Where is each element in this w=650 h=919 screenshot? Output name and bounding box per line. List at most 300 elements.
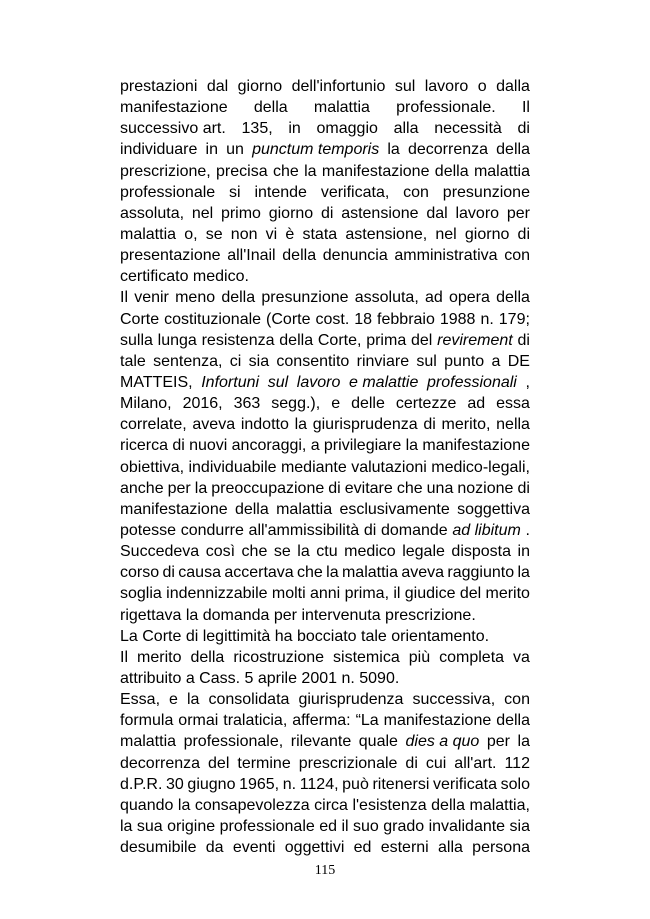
text-word: di [320, 204, 334, 222]
text-line [120, 478, 530, 499]
text-word: con [403, 183, 429, 201]
text-word: ancoraggi, [231, 437, 307, 455]
text-line [120, 710, 530, 731]
text-word: rinviare [356, 352, 410, 370]
text-word: ed [319, 817, 337, 835]
text-word: omaggio [316, 120, 378, 138]
text-word: . [525, 521, 530, 539]
text-word: evitare [344, 479, 393, 497]
text-word: dies a quo [405, 733, 480, 751]
text-word: necessità [434, 120, 502, 138]
text-word: venir [134, 289, 169, 307]
text-word: domande [380, 521, 448, 539]
text-word: vi [265, 225, 278, 243]
text-word: formula [120, 712, 174, 730]
text-word: la [405, 437, 419, 455]
text-word: Succedeva [120, 543, 200, 561]
text-word: accertava [224, 564, 294, 582]
text-word: sentenza, [153, 352, 223, 370]
text-word: (Corte [266, 310, 311, 328]
text-word: medico [344, 543, 396, 561]
text-line [120, 795, 530, 816]
text-word: sia [248, 352, 270, 370]
text-word: della [234, 500, 269, 518]
text-word: Essa, [120, 691, 161, 709]
text-word: essa [496, 395, 530, 413]
text-word: anche [120, 479, 164, 497]
text-word: Il [120, 289, 128, 307]
text-word: individuare [120, 141, 198, 159]
text-word: origine [167, 817, 216, 835]
text-word: che [396, 479, 423, 497]
text-word: verificata [432, 775, 498, 793]
text-word: termine [237, 754, 291, 772]
text-word: con [504, 247, 530, 265]
text-word: malattia [313, 99, 370, 117]
text-line [120, 668, 530, 689]
text-word: e [331, 395, 341, 413]
text-word: professionale [219, 817, 315, 835]
text-word: di [517, 120, 530, 138]
text-word: più [408, 648, 431, 666]
text-line [120, 97, 530, 118]
text-word: e malattie [349, 373, 419, 391]
text-word: cui [425, 754, 447, 772]
text-word: merito [485, 585, 530, 603]
text-word: MATTEIS, [120, 373, 193, 391]
text-word: completa [439, 648, 505, 666]
text-word: opera [448, 289, 490, 307]
text-line [120, 182, 530, 203]
text-word: all'Inail [227, 247, 276, 265]
text-word: del [459, 585, 482, 603]
text-word: giurisprudenza [312, 416, 418, 434]
text-word: la [294, 416, 308, 434]
text-line [120, 499, 530, 520]
text-word: La Corte di legittimità ha bocciato tale orientamento. [120, 627, 490, 645]
text-word: dal [206, 78, 229, 95]
text-word: decorrenza [407, 141, 489, 159]
text-word: segg.), [271, 395, 321, 413]
text-line [120, 330, 530, 351]
text-word: aveva [192, 416, 236, 434]
text-word: suo [352, 817, 379, 835]
text-word: ed [353, 839, 372, 857]
text-line [120, 562, 530, 583]
text-word: anni [309, 585, 341, 603]
text-word: ci [229, 352, 242, 370]
text-line [120, 309, 530, 330]
text-word: successivo art. [120, 120, 226, 138]
text-word: la [326, 564, 339, 582]
text-word: la [517, 733, 530, 751]
text-word: solo [500, 775, 530, 793]
text-word: la [120, 817, 133, 835]
text-word: punctum temporis [252, 141, 380, 159]
text-word: professionali [427, 373, 517, 391]
text-word: per [506, 204, 530, 222]
text-word: certezze [395, 395, 457, 413]
text-word: in [517, 543, 530, 561]
text-word: ad [424, 289, 443, 307]
text-word: sul [416, 352, 437, 370]
text-word: giorno [237, 78, 283, 95]
text-word: consentito [276, 352, 350, 370]
text-word: ricerca [120, 437, 169, 455]
text-word: sul [267, 373, 289, 391]
text-word: della [190, 648, 225, 666]
text-word: sia [509, 817, 530, 835]
text-word: disposta [451, 543, 512, 561]
text-word: Corte, [317, 331, 362, 349]
text-line [120, 393, 530, 414]
text-word: di [517, 479, 530, 497]
text-word: merito, [441, 416, 491, 434]
text-word: Corte [120, 310, 160, 328]
text-word: circa [314, 796, 348, 814]
text-word: all'art. [454, 754, 497, 772]
text-word: 1965, [239, 775, 280, 793]
text-word: denuncia [322, 247, 388, 265]
text-word: 18 [354, 310, 373, 328]
text-word: febbraio [377, 310, 435, 328]
text-word: Milano, [120, 395, 172, 413]
text-word: verificata, [320, 183, 390, 201]
text-line [120, 414, 530, 435]
text-word: sulla [120, 331, 153, 349]
text-line [120, 118, 530, 139]
text-word: preoccupazione [211, 479, 325, 497]
text-word: manifestazione [422, 437, 530, 455]
text-word: n. [480, 310, 494, 328]
text-word: 135, [241, 120, 273, 138]
text-word: nel [435, 225, 457, 243]
text-word: un [226, 141, 244, 159]
text-word: di [328, 479, 341, 497]
text-word: giorno [268, 204, 314, 222]
text-word: di [363, 521, 377, 539]
text-word: in [205, 141, 218, 159]
text-word: nuovi [189, 437, 228, 455]
text-word: esterni [380, 839, 429, 857]
text-word: professionale, [183, 733, 284, 751]
text-word: esclusivamente [339, 500, 450, 518]
text-word: , [525, 373, 530, 391]
text-word: cost. [315, 310, 350, 328]
text-word: medico-legali, [431, 458, 530, 476]
text-word: lavoro [296, 373, 341, 391]
text-word: o, [184, 225, 198, 243]
text-word: l'esistenza [352, 796, 427, 814]
text-word: DE [507, 352, 530, 370]
text-word: presunzione [261, 289, 349, 307]
text-word: va [513, 648, 530, 666]
text-word: la [186, 691, 200, 709]
text-word: astensione [341, 204, 419, 222]
text-word: individuabile [188, 458, 277, 476]
text-word: manifestazione [321, 162, 430, 180]
text-word: attribuito a Cass. 5 aprile 2001 n. 5090. [120, 669, 400, 687]
text-word: stata [302, 225, 338, 243]
text-line [120, 605, 530, 626]
text-word: della [496, 712, 530, 730]
text-word: per [486, 733, 510, 751]
text-word: alla [438, 839, 463, 857]
text-line [120, 139, 530, 160]
text-word: della [221, 289, 256, 307]
text-word: consolidata [208, 691, 290, 709]
text-word: il [393, 585, 401, 603]
text-line [120, 224, 530, 245]
text-word: mediante [280, 458, 347, 476]
text-line [120, 816, 530, 837]
text-word: la [517, 564, 530, 582]
text-word: all'ammissibilità [248, 521, 360, 539]
text-word: alla [393, 120, 419, 138]
text-word: costituzionale [164, 310, 262, 328]
text-word: obiettiva, [120, 458, 185, 476]
text-word: presunzione [442, 183, 530, 201]
text-word: quale [358, 733, 398, 751]
text-word: della [496, 289, 530, 307]
text-word: la [194, 479, 208, 497]
text-line [120, 203, 530, 224]
text-line [120, 287, 530, 308]
text-word: tale [120, 352, 146, 370]
text-word: della [282, 247, 317, 265]
text-word: indotto [240, 416, 289, 434]
text-word: dal [426, 204, 448, 222]
text-word: così [205, 543, 236, 561]
text-word: giudice [404, 585, 456, 603]
text-word: della [434, 162, 469, 180]
text-word: prima [366, 331, 407, 349]
text-word: intende [254, 183, 307, 201]
text-word: di [172, 437, 185, 455]
text-word: una [426, 479, 454, 497]
text-word: ad [467, 395, 486, 413]
text-word: prescrizione, [120, 162, 211, 180]
text-word: afferma: [292, 712, 351, 730]
text-word: nozione [457, 479, 514, 497]
text-word: 2016, [182, 395, 223, 413]
text-word: n. [282, 775, 297, 793]
text-word: causa [178, 564, 221, 582]
text-word: eventi [232, 839, 276, 857]
text-word: 179; [498, 310, 530, 328]
text-word: che [297, 564, 323, 582]
text-word: revirement [437, 331, 513, 349]
text-line [120, 372, 530, 393]
text-line [120, 245, 530, 266]
text-word: sistemica [333, 648, 400, 666]
text-word: certificato medico. [120, 268, 249, 286]
text-line [120, 626, 530, 647]
text-line [120, 647, 530, 668]
text-word: oggettivi [284, 839, 345, 857]
body-text [120, 76, 530, 858]
text-word: ctu [316, 543, 338, 561]
text-word: persona [472, 839, 530, 857]
text-word: che [272, 162, 299, 180]
text-word: quando [120, 796, 174, 814]
text-word: la [387, 141, 400, 159]
text-word: ricostruzione [233, 648, 325, 666]
text-word: assoluta, [354, 289, 419, 307]
text-word: lavoro [455, 204, 500, 222]
text-word: rilevante [290, 733, 352, 751]
text-word: della [431, 796, 465, 814]
text-word: 363 [233, 395, 261, 413]
text-line [120, 774, 530, 795]
text-word: nel [191, 204, 214, 222]
text-word: soggettiva [457, 500, 530, 518]
text-word: Il [521, 99, 530, 117]
page-number: 115 [314, 863, 336, 878]
text-word: che [241, 543, 268, 561]
text-line [120, 266, 530, 287]
text-word: meno [175, 289, 216, 307]
text-word: del [208, 754, 230, 772]
text-word: nella [496, 416, 530, 434]
text-line [120, 76, 530, 97]
text-word: condurre [180, 521, 244, 539]
text-word: manifestazione [120, 500, 228, 518]
text-word: di [423, 416, 436, 434]
text-word: malattia [341, 564, 398, 582]
text-word: Il [120, 648, 128, 666]
text-word: correlate, [120, 416, 187, 434]
text-word: grado [383, 817, 425, 835]
text-word: lavoro [424, 78, 469, 95]
text-word: dell'infortunio [291, 78, 386, 95]
text-word: il [341, 817, 349, 835]
text-word: merito [137, 648, 182, 666]
text-word: assoluta, [120, 204, 185, 222]
text-word: a [491, 352, 501, 370]
text-word: precisa [216, 162, 268, 180]
text-word: non [230, 225, 258, 243]
text-word: la [297, 543, 310, 561]
text-word: malattia [276, 500, 333, 518]
text-word: ormai [178, 712, 219, 730]
text-word: professionale [120, 183, 216, 201]
text-line [120, 753, 530, 774]
text-word: malattia, [469, 796, 530, 814]
text-word: prima, [344, 585, 390, 603]
text-word: invalidante [428, 817, 506, 835]
text-word: resistenza [201, 331, 275, 349]
text-word: giorno [464, 225, 510, 243]
text-line [120, 161, 530, 182]
text-word: 1988 [439, 310, 476, 328]
text-word: della [279, 331, 314, 349]
text-word: di [517, 225, 530, 243]
text-word: aveva [401, 564, 445, 582]
text-word: si [229, 183, 241, 201]
text-word: “La [355, 712, 379, 730]
text-word: amministrativa [394, 247, 498, 265]
text-word: consapevolezza [194, 796, 310, 814]
text-word: di [517, 331, 530, 349]
text-word: ritenersi [372, 775, 430, 793]
text-word: sul [394, 78, 416, 95]
text-word: 30 [166, 775, 184, 793]
text-word: punto [444, 352, 485, 370]
text-word: 1124, [299, 775, 339, 793]
text-word: sua [136, 817, 163, 835]
text-word: se [205, 225, 223, 243]
text-word: valutazioni [351, 458, 427, 476]
text-word: se [273, 543, 291, 561]
text-word: presentazione [120, 247, 221, 265]
text-word: a [310, 437, 320, 455]
text-word: d.P.R. [120, 775, 163, 793]
text-word: la [304, 162, 317, 180]
text-word: corso [120, 564, 160, 582]
text-word: con [504, 691, 530, 709]
text-word: malattia [120, 733, 177, 751]
text-word: lunga [157, 331, 197, 349]
text-word: delle [351, 395, 385, 413]
text-word: manifestazione [383, 712, 492, 730]
text-line [120, 583, 530, 604]
text-word: ad libitum [452, 521, 521, 539]
text-word: per [167, 479, 191, 497]
text-word: malattia [120, 225, 177, 243]
text-word: privilegiare [323, 437, 402, 455]
text-word: e [169, 691, 178, 709]
text-word: la [177, 796, 191, 814]
text-word: dalla [496, 78, 530, 95]
text-line [120, 457, 530, 478]
text-line [120, 435, 530, 456]
text-word: o [477, 78, 487, 95]
text-word: legale [402, 543, 445, 561]
text-word: successiva, [412, 691, 496, 709]
text-word: di [162, 564, 175, 582]
text-word: giugno [187, 775, 236, 793]
text-line [120, 541, 530, 562]
text-word: primo [220, 204, 261, 222]
text-word: astensione, [345, 225, 428, 243]
text-word: prescrizionale [298, 754, 398, 772]
text-word: prestazioni [120, 78, 198, 95]
text-word: è [285, 225, 295, 243]
text-line [120, 731, 530, 752]
text-word: 112 [504, 754, 530, 772]
text-word: potesse [120, 521, 177, 539]
text-word: Infortuni [201, 373, 260, 391]
text-word: desumibile [120, 839, 197, 857]
text-word: può [342, 775, 369, 793]
text-line [120, 689, 530, 710]
text-word: decorrenza [120, 754, 201, 772]
text-word: giurisprudenza [298, 691, 404, 709]
text-line [120, 837, 530, 858]
text-line [120, 351, 530, 372]
text-word: indennizzabile [166, 585, 268, 603]
text-line [120, 520, 530, 541]
text-word: malattia [473, 162, 530, 180]
text-word: di [405, 754, 418, 772]
text-word: della [253, 99, 288, 117]
text-word: professionale. [396, 99, 496, 117]
text-word: tralaticia, [223, 712, 288, 730]
text-word: molti [271, 585, 306, 603]
text-word: in [288, 120, 301, 138]
text-word: della [496, 141, 530, 159]
